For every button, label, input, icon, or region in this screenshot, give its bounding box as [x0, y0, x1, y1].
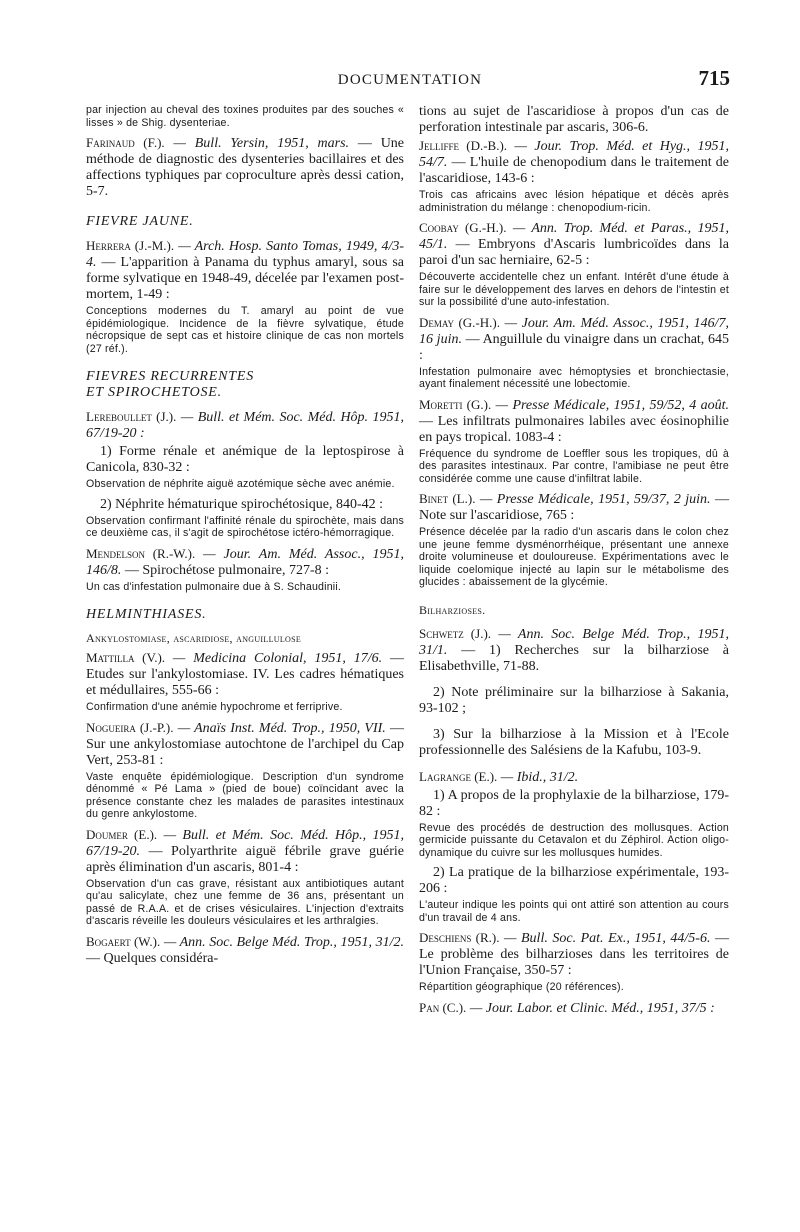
spacer	[419, 677, 729, 685]
article-title: 2) La pratique de la bilharziose expérimentale, 193-206 :	[419, 865, 729, 896]
journal: — Presse Médicale, 1951, 59/52, 4 août.	[495, 397, 730, 413]
article-title: — Anguillule du vinaigre dans un crachat, 645 :	[419, 331, 729, 363]
section-title: FIEVRE JAUNE.	[86, 214, 194, 229]
reference-entry	[86, 934, 404, 967]
spacer	[419, 761, 729, 769]
author: Jelliffe (D.-B.).	[419, 138, 508, 153]
article-title: — L'huile de chenopodium dans le traitement de l'ascaridiose, 143-6 :	[419, 155, 729, 186]
journal: — Ann. Trop. Méd. et Paras., 1951, 45/1.	[419, 221, 730, 252]
article-title: 3) Sur la bilharziose à la Mission et à l'Ecole professionnelle des Salésiens de la Kafubu, 103-9.	[419, 726, 729, 758]
abstract-note: Observation d'un cas grave, résistant aux antibiotiques autant qu'au salicylate, chez une femme de 36 ans, présentant un passé de R.A.A. et de crises vésiculaires. L'injection d'extraits d'ascaris réveille les douleurs vésiculaires et les arthralgies.	[86, 877, 404, 927]
article-title: — Embryons d'Ascaris lumbricoïdes dans la paroi d'un sac herniaire, 62-5 :	[419, 237, 729, 268]
author: Moretti (G.).	[419, 396, 492, 412]
journal: — Bull. Soc. Pat. Ex., 1951, 44/5-6.	[504, 931, 711, 946]
reference-entry	[86, 720, 404, 769]
section-title: HELMINTHIASES.	[86, 607, 207, 622]
right-column	[419, 104, 729, 1019]
author: Mattilla (V.).	[86, 650, 166, 665]
abstract-note: Conceptions modernes du T. amaryl au point de vue épidémiologique. Incidence de la fièvre sylvatique, étude nécropsique de sept cas et histoire clinique de cas non mortels (27 réf.).	[86, 305, 404, 355]
abstract-note: Découverte accidentelle chez un enfant. Intérêt d'une étude à faire sur le développement des larves en dehors de l'intestin et sur la possibilité d'une auto-infestation.	[419, 271, 729, 308]
article-title: — Spirochétose pulmonaire, 727-8 :	[124, 562, 330, 578]
running-title: DOCUMENTATION	[337, 72, 483, 88]
journal: — Ibid., 31/2.	[500, 769, 579, 785]
abstract-note: Trois cas africains avec lésion hépatique et décès après administration du mélange : chenopodium-ricin.	[419, 189, 729, 214]
reference-entry	[419, 315, 729, 364]
journal: — Jour. Trop. Méd. et Hyg., 1951, 54/7.	[419, 139, 730, 170]
abstract-note: Fréquence du syndrome de Loeffler sous les tropiques, dû à des parasites intestinaux. Par contre, l'amibiase ne peut être considérée comme une cause d'infiltrat labile.	[419, 447, 729, 485]
page-header	[90, 66, 730, 96]
article-title: — Polyarthrite aiguë fébrile grave guérie après élimination d'un ascaris, 801-4 :	[86, 843, 405, 875]
reference-entry	[419, 930, 729, 979]
article-title: 1) A propos de la prophylaxie de la bilharziose, 179-82 :	[419, 787, 729, 819]
article-title: — Les infiltrats pulmonaires labiles avec éosinophilie en pays tropical. 1083-4 :	[419, 413, 729, 445]
article-title: 2) Néphrite hématurique spirochétosique, 840-42 :	[100, 496, 384, 512]
section-title: FIEVRES RECURRENTES	[86, 369, 255, 384]
journal: — Bull. et Mém. Soc. Méd. Hôp., 1951, 67/19-20.	[86, 827, 405, 859]
abstract-note: Répartition géographique (20 références).	[419, 981, 624, 993]
abstract-note: Un cas d'infestation pulmonaire due à S. Schaudinii.	[86, 580, 342, 593]
author: Farinaud (F.).	[86, 135, 165, 150]
page-number: 715	[698, 66, 730, 90]
abstract-note: par injection au cheval des toxines produites par des souches « lisses » de Shig. dysenteriae.	[86, 104, 404, 129]
journal: — Ann. Soc. Belge Méd. Trop., 1951, 31/2.	[163, 934, 404, 950]
journal: — Anaïs Inst. Méd. Trop., 1950, VII.	[177, 720, 386, 736]
reference-entry	[86, 546, 404, 579]
abstract-note: Présence décelée par la radio d'un ascaris dans le colon chez une jeune femme dysménorrhéique, présentant une annexe droite volumineuse et douloureuse. Expérimentations avec le liquide coelomique injecté au lapin sur le métabolisme des glucides : abaissement de la glycémie.	[419, 526, 729, 588]
section-title: ET SPIROCHETOSE.	[86, 385, 222, 400]
author: Mendelson (R.-W.).	[86, 545, 196, 561]
abstract-note: Infestation pulmonaire avec hémoptysies et bronchiectasie, ayant finalement nécessité une lobectomie.	[419, 365, 729, 390]
abstract-note: Revue des procédés de destruction des mollusques. Action germicide puissante du Cetavalon et du Zéphirol. Action oligo-dynamique du cuivre sur les mollusques humides.	[419, 821, 729, 859]
article-title: — Quelques considéra-	[86, 950, 219, 966]
reference-entry	[86, 238, 404, 303]
abstract-note: Confirmation d'une anémie hypochrome et ferriprive.	[86, 701, 343, 713]
abstract-note: Observation confirmant l'affinité rénale du spirochète, mais dans ce deuxième cas, il s'agit de spirochétose ictéro-hémorragique.	[86, 514, 404, 539]
journal: — Jour. Am. Méd. Assoc., 1951, 146/7, 16 juin.	[419, 315, 729, 347]
journal: — Bull. Yersin, 1951, mars.	[173, 136, 350, 151]
journal: — Jour. Am. Méd. Assoc., 1951, 146/8.	[86, 546, 404, 578]
author: Binet (L.).	[419, 491, 476, 506]
author: Pan (C.).	[419, 999, 467, 1015]
abstract-note: L'auteur indique les points qui ont attiré son attention au cours d'un travail de 4 ans.	[419, 899, 729, 924]
left-column	[86, 104, 404, 969]
journal: — Jour. Labor. et Clinic. Méd., 1951, 37/5 :	[469, 1000, 715, 1016]
author: Herrera (J.-M.).	[86, 238, 175, 253]
journal: — Bull. et Mém. Soc. Méd. Hôp. 1951, 67/19-20 :	[86, 410, 405, 441]
article-title: — Sur une ankylostomiase autochtone de l'archipel du Cap Vert, 253-81 :	[86, 720, 405, 768]
reference-entry	[419, 491, 729, 524]
article-title: — Une méthode de diagnostic des dysenteries bacillaires et des affections typhiques par coproculture après dessi cation, 5-7.	[86, 136, 405, 199]
article-title: 1) Forme rénale et anémique de la leptospirose à Canicola, 830-32 :	[86, 444, 404, 475]
article-title: — L'apparition à Panama du typhus amaryl, sous sa forme sylvatique en 1948-49, décelée par l'examen post-mortem, 1-49 :	[86, 255, 404, 302]
author: Demay (G.-H.).	[419, 314, 500, 330]
reference-entry	[86, 650, 404, 699]
author: Bogaert (W.).	[86, 933, 161, 949]
author: Lagrange (E.).	[419, 768, 498, 784]
reference-entry	[419, 397, 729, 446]
article-title: — Note sur l'ascaridiose, 765 :	[419, 492, 730, 523]
article-title: 2) Note préliminaire sur la bilharziose à Sakania, 93-102 ;	[419, 684, 729, 716]
author: Doumer (E.).	[86, 826, 158, 842]
reference-entry	[86, 409, 404, 442]
reference-entry	[86, 827, 404, 876]
author: Lereboullet (J.).	[86, 409, 177, 424]
journal: — Medicina Colonial, 1951, 17/6.	[172, 651, 383, 666]
author: Nogueira (J.-P.).	[86, 719, 174, 735]
author: Deschiens (R.).	[419, 930, 500, 945]
reference-entry	[419, 220, 729, 269]
journal: — Ann. Soc. Belge Méd. Trop., 1951, 31/1.	[419, 626, 730, 658]
abstract-note: Observation de néphrite aiguë azotémique sèche avec anémie.	[86, 478, 395, 490]
article-title: — 1) Recherches sur la bilharziose à Elisabethville, 71-88.	[419, 642, 729, 674]
reference-entry	[86, 135, 404, 200]
spacer	[419, 719, 729, 727]
article-title: — Le problème des bilharzioses dans les territoires de l'Union Française, 350-57 :	[419, 931, 729, 978]
article-title-continued: tions au sujet de l'ascaridiose à propos d'un cas de perforation intestinale par ascaris, 306-6.	[419, 104, 729, 135]
reference-entry	[419, 1000, 729, 1017]
journal: — Presse Médicale, 1951, 59/37, 2 juin.	[479, 492, 711, 507]
journal: — Arch. Hosp. Santo Tomas, 1949, 4/3-4.	[86, 239, 405, 270]
reference-entry	[419, 769, 729, 786]
reference-entry	[419, 626, 729, 675]
author: Schwetz (J.).	[419, 625, 492, 641]
abstract-note: Vaste enquête épidémiologique. Description d'un syndrome dénommé « Pé Lama » (pied de boue) coïncidant avec la présence constante chez les malades de parasites intestinaux du genre ankylostome.	[86, 770, 404, 820]
section-title: Bilharzioses.	[419, 602, 486, 617]
subsection-title: Ankylostomiase, ascaridiose, anguillulose	[86, 631, 302, 645]
article-title: — Etudes sur l'ankylostomiase. IV. Les cadres hématiques et médullaires, 555-66 :	[86, 651, 405, 698]
reference-entry	[419, 138, 729, 187]
author: Coobay (G.-H.).	[419, 220, 507, 235]
